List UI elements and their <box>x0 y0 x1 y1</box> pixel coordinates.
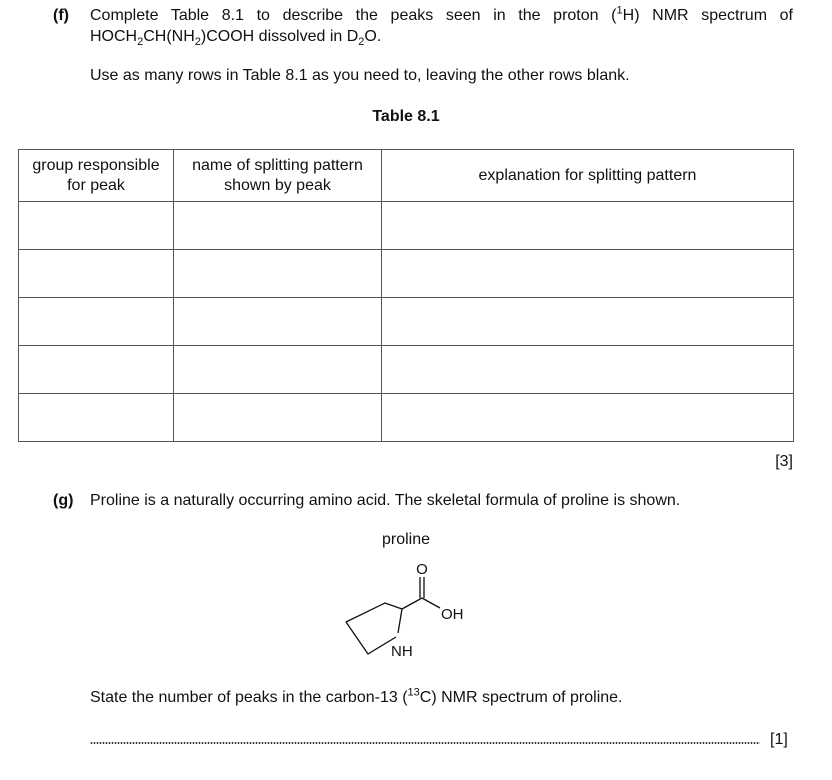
atom-label-o: O <box>416 561 428 578</box>
answer-cell-group[interactable] <box>19 202 174 250</box>
c-oh-bond <box>422 598 440 608</box>
part-f-question-line1: Complete Table 8.1 to describe the peaks seen in the proton ($^1$H) NMR spectrum of <box>90 4 794 24</box>
c-carboxyl-bond <box>402 598 422 609</box>
table-row <box>19 346 794 394</box>
table-row <box>19 298 794 346</box>
ring-c2-n-bond <box>398 609 402 633</box>
answer-cell-explanation[interactable] <box>382 298 794 346</box>
carbon13-question: State the number of peaks in the carbon-13 ($^{13}$C) NMR spectrum of proline. <box>90 686 623 706</box>
table-row <box>19 202 794 250</box>
answer-cell-group[interactable] <box>19 394 174 442</box>
part-f-marks: [3] <box>775 453 793 470</box>
table-title: Table 8.1 <box>372 108 440 125</box>
table-row <box>19 250 794 298</box>
proline-skeletal-formula <box>330 555 490 665</box>
answer-cell-explanation[interactable] <box>382 394 794 442</box>
answer-cell-explanation[interactable] <box>382 346 794 394</box>
part-g-label: (g) <box>53 492 74 509</box>
structure-caption: proline <box>381 531 431 548</box>
table-header-row <box>19 150 794 202</box>
answer-cell-explanation[interactable] <box>382 250 794 298</box>
answer-cell-group[interactable] <box>19 346 174 394</box>
answer-cell-explanation[interactable] <box>382 202 794 250</box>
atom-label-nh: NH <box>391 643 413 660</box>
header-splitting-pattern-name: name of splitting pattern shown by peak <box>174 150 382 202</box>
part-f-label: (f) <box>53 7 69 24</box>
answer-cell-pattern[interactable] <box>174 346 382 394</box>
header-group-responsible: group responsible for peak <box>19 150 174 202</box>
answer-cell-pattern[interactable] <box>174 250 382 298</box>
table-8-1 <box>18 149 794 442</box>
answer-cell-pattern[interactable] <box>174 202 382 250</box>
part-f-formula-line: $HOCH_2CH(NH_2)COOH$ dissolved in $D_2O$. <box>90 28 382 49</box>
part-g-marks: [1] <box>770 731 788 748</box>
answer-cell-pattern[interactable] <box>174 394 382 442</box>
answer-cell-group[interactable] <box>19 250 174 298</box>
answer-cell-group[interactable] <box>19 298 174 346</box>
part-g-question: Proline is a naturally occurring amino acid. The skeletal formula of proline is shown. <box>90 492 681 509</box>
table-instruction: Use as many rows in Table 8.1 as you need to, leaving the other rows blank. <box>90 67 630 84</box>
answer-cell-pattern[interactable] <box>174 298 382 346</box>
table-row <box>19 394 794 442</box>
header-splitting-explanation: explanation for splitting pattern <box>382 150 794 202</box>
answer-line[interactable] <box>90 742 760 744</box>
atom-label-oh: OH <box>441 606 464 623</box>
